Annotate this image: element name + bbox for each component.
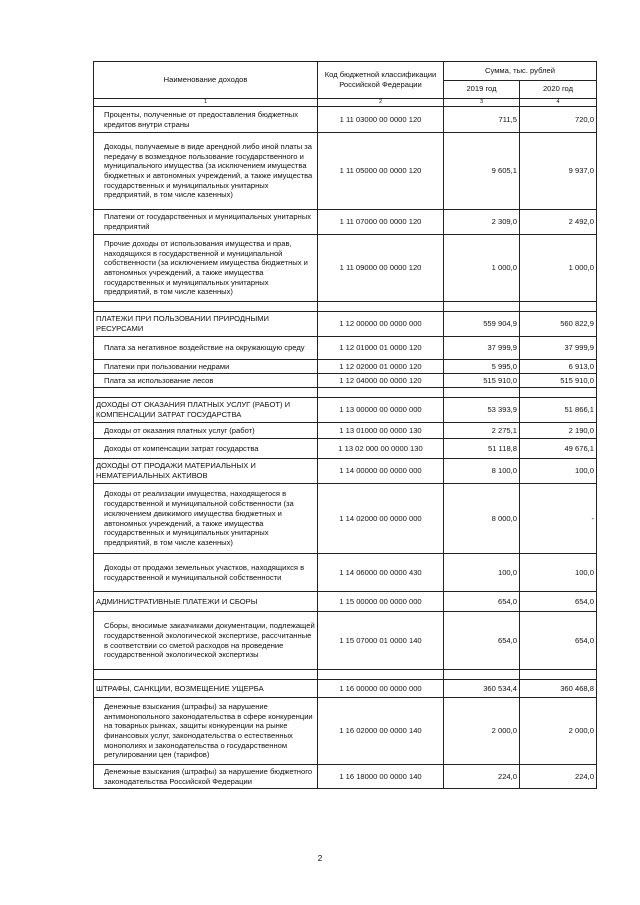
row-2019: 51 118,8 xyxy=(444,439,520,459)
row-code: 1 11 05000 00 0000 120 xyxy=(318,133,444,210)
row-2020: 9 937,0 xyxy=(520,133,597,210)
row-2019: 360 534,4 xyxy=(444,680,520,698)
row-2019: 100,0 xyxy=(444,554,520,592)
revenue-table xyxy=(93,61,597,789)
table-row xyxy=(94,360,597,374)
row-code: 1 16 00000 00 0000 000 xyxy=(318,680,444,698)
spacer-row xyxy=(94,670,597,680)
index-cell: 3 xyxy=(444,99,520,107)
row-name: Плата за негативное воздействие на окружающую среду xyxy=(94,337,318,360)
header-2020: 2020 год xyxy=(520,80,597,99)
row-name: Платежи от государственных и муниципальных унитарных предприятий xyxy=(94,210,318,235)
row-2020: 37 999,9 xyxy=(520,337,597,360)
table-row xyxy=(94,439,597,459)
row-name: Платежи при пользовании недрами xyxy=(94,360,318,374)
row-2020: 654,0 xyxy=(520,612,597,670)
table-row xyxy=(94,554,597,592)
row-2019: 8 000,0 xyxy=(444,484,520,554)
row-code: 1 15 00000 00 0000 000 xyxy=(318,592,444,612)
table-row xyxy=(94,484,597,554)
spacer-row xyxy=(94,302,597,312)
row-name: Проценты, полученные от предоставления бюджетных кредитов внутри страны xyxy=(94,107,318,133)
table-row xyxy=(94,133,597,210)
row-2020: 2 492,0 xyxy=(520,210,597,235)
table-row xyxy=(94,698,597,765)
row-2019: 9 605,1 xyxy=(444,133,520,210)
row-2020: 2 190,0 xyxy=(520,423,597,439)
row-2019: 53 393,9 xyxy=(444,398,520,423)
index-cell: 1 xyxy=(94,99,318,107)
row-2020: 560 822,9 xyxy=(520,312,597,337)
row-2020: 49 676,1 xyxy=(520,439,597,459)
row-code: 1 13 00000 00 0000 000 xyxy=(318,398,444,423)
table-row xyxy=(94,459,597,484)
row-2020: 1 000,0 xyxy=(520,235,597,302)
row-2020: - xyxy=(520,484,597,554)
row-2019: 1 000,0 xyxy=(444,235,520,302)
row-name: Доходы от реализации имущества, находящегося в государственной и муниципальной собственности (за исключением движимого имущества бюджетных и автономных учреждений, а также имущества государственных и муниципальных унитарных предприятий, в том числе казенных) xyxy=(94,484,318,554)
row-2019: 5 995,0 xyxy=(444,360,520,374)
page-number: 2 xyxy=(317,853,323,863)
table-row xyxy=(94,592,597,612)
row-code: 1 14 06000 00 0000 430 xyxy=(318,554,444,592)
row-2020: 515 910,0 xyxy=(520,374,597,388)
row-2020: 720,0 xyxy=(520,107,597,133)
table-row xyxy=(94,312,597,337)
spacer-row xyxy=(94,388,597,398)
row-code: 1 13 02 000 00 0000 130 xyxy=(318,439,444,459)
row-name: ШТРАФЫ, САНКЦИИ, ВОЗМЕЩЕНИЕ УЩЕРБА xyxy=(94,680,318,698)
row-2020: 6 913,0 xyxy=(520,360,597,374)
row-2019: 711,5 xyxy=(444,107,520,133)
row-name: АДМИНИСТРАТИВНЫЕ ПЛАТЕЖИ И СБОРЫ xyxy=(94,592,318,612)
row-code: 1 11 07000 00 0000 120 xyxy=(318,210,444,235)
row-name: ДОХОДЫ ОТ ПРОДАЖИ МАТЕРИАЛЬНЫХ И НЕМАТЕРИАЛЬНЫХ АКТИВОВ xyxy=(94,459,318,484)
row-code: 1 14 02000 00 0000 000 xyxy=(318,484,444,554)
row-name: Доходы, получаемые в виде арендной либо иной платы за передачу в возмездное пользование государственного и муниципального имущества (за исключением имущества бюджетных и автономных учреждений, а также имущества государственных и муниципальных унитарных предприятий, в том числе казенных) xyxy=(94,133,318,210)
header-2019: 2019 год xyxy=(444,80,520,99)
header-code: Код бюджетной классификации Российской Федерации xyxy=(318,62,444,99)
row-name: ПЛАТЕЖИ ПРИ ПОЛЬЗОВАНИИ ПРИРОДНЫМИ РЕСУРСАМИ xyxy=(94,312,318,337)
row-2020: 654,0 xyxy=(520,592,597,612)
row-2020: 100,0 xyxy=(520,554,597,592)
row-code: 1 14 00000 00 0000 000 xyxy=(318,459,444,484)
row-2020: 224,0 xyxy=(520,765,597,789)
row-code: 1 15 07000 01 0000 140 xyxy=(318,612,444,670)
row-2020: 100,0 xyxy=(520,459,597,484)
row-name: Денежные взыскания (штрафы) за нарушение антимонопольного законодательства в сфере конкуренции на товарных рынках, защиты конкуренции на рынке финансовых услуг, законодательства о естественных монополиях и законодательства о государственном регулировании цен (тарифов) xyxy=(94,698,318,765)
row-code: 1 13 01000 00 0000 130 xyxy=(318,423,444,439)
table-row xyxy=(94,423,597,439)
row-code: 1 12 02000 01 0000 120 xyxy=(318,360,444,374)
row-name: ДОХОДЫ ОТ ОКАЗАНИЯ ПЛАТНЫХ УСЛУГ (РАБОТ) И КОМПЕНСАЦИИ ЗАТРАТ ГОСУДАРСТВА xyxy=(94,398,318,423)
row-2019: 2 275,1 xyxy=(444,423,520,439)
row-name: Прочие доходы от использования имущества и прав, находящихся в государственной и муниципальной собственности (за исключением имущества бюджетных и автономных учреждений, а также имущества государственных и муниципальных унитарных предприятий, в том числе казенных) xyxy=(94,235,318,302)
row-name: Плата за использование лесов xyxy=(94,374,318,388)
row-2019: 224,0 xyxy=(444,765,520,789)
row-code: 1 16 18000 00 0000 140 xyxy=(318,765,444,789)
row-2019: 654,0 xyxy=(444,592,520,612)
row-2019: 559 904,9 xyxy=(444,312,520,337)
table-row xyxy=(94,337,597,360)
row-2019: 515 910,0 xyxy=(444,374,520,388)
row-code: 1 11 09000 00 0000 120 xyxy=(318,235,444,302)
row-2019: 37 999,9 xyxy=(444,337,520,360)
row-code: 1 11 03000 00 0000 120 xyxy=(318,107,444,133)
table-row xyxy=(94,398,597,423)
row-code: 1 12 04000 00 0000 120 xyxy=(318,374,444,388)
row-2019: 654,0 xyxy=(444,612,520,670)
table-row xyxy=(94,210,597,235)
table-row xyxy=(94,680,597,698)
row-name: Доходы от компенсации затрат государства xyxy=(94,439,318,459)
row-2019: 2 000,0 xyxy=(444,698,520,765)
row-2020: 51 866,1 xyxy=(520,398,597,423)
header-name: Наименование доходов xyxy=(94,62,318,99)
row-code: 1 16 02000 00 0000 140 xyxy=(318,698,444,765)
row-2019: 2 309,0 xyxy=(444,210,520,235)
row-name: Денежные взыскания (штрафы) за нарушение бюджетного законодательства Российской Федерации xyxy=(94,765,318,789)
index-cell: 4 xyxy=(520,99,597,107)
index-cell: 2 xyxy=(318,99,444,107)
table-row xyxy=(94,107,597,133)
row-name: Доходы от оказания платных услуг (работ) xyxy=(94,423,318,439)
table-row xyxy=(94,765,597,789)
row-2020: 2 000,0 xyxy=(520,698,597,765)
row-name: Доходы от продажи земельных участков, находящихся в государственной и муниципальной собственности xyxy=(94,554,318,592)
row-name: Сборы, вносимые заказчиками документации, подлежащей государственной экологической экспертизе, рассчитанные в соответствии со сметой расходов на проведение государственной экологической экспертизы xyxy=(94,612,318,670)
row-2019: 8 100,0 xyxy=(444,459,520,484)
table-row xyxy=(94,235,597,302)
table-row xyxy=(94,374,597,388)
row-code: 1 12 01000 01 0000 120 xyxy=(318,337,444,360)
table-row xyxy=(94,612,597,670)
row-code: 1 12 00000 00 0000 000 xyxy=(318,312,444,337)
row-2020: 360 468,8 xyxy=(520,680,597,698)
header-sum: Сумма, тыс. рублей xyxy=(444,62,597,81)
